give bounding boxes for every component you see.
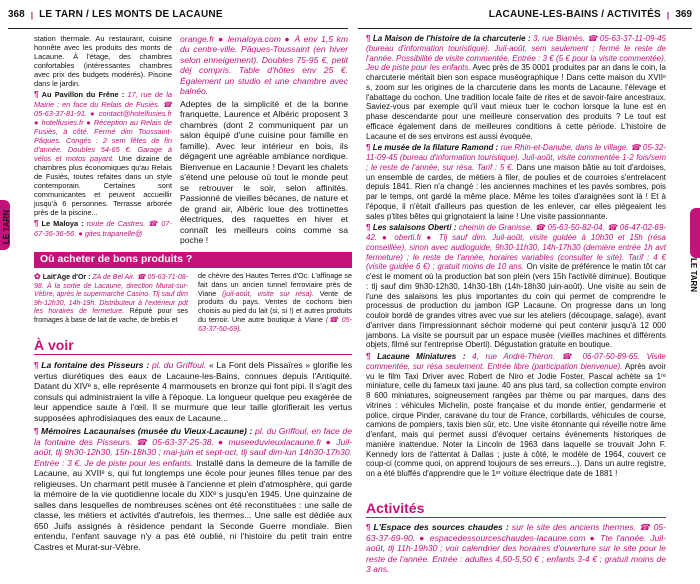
shop-address: ZA de Bel Air. ☎ 05-63-71-08-98. À la sortie de Lacaune, direction Murat-sur-Vèbre, après le supermarché Casino. Tlj sauf dim 9h-12h30, 14h-19h. Distributeur à l'extérieur pdt les horaires de fermeture.	[34, 274, 188, 316]
left-thumb-label: LE TARN	[2, 210, 11, 245]
listing-address: 17, rue de la Mairie ; en face du Relais de Fusiès.	[34, 90, 172, 109]
listing-description: Une dizaine de chambres plus économiques qu'au Relais de Fusiès, toutes refaites dans un style contemporain. Certaines sont communicantes et peuvent accueillir jusqu'à 6 personnes. Terrasse arborée près de la piscine...	[34, 154, 172, 218]
header-separator: |	[30, 9, 34, 20]
listing-pavillon	[34, 90, 172, 217]
listing-name: L'Espace des sources chaudes :	[373, 522, 509, 532]
left-page-header	[8, 0, 223, 30]
right-thumb-tab	[690, 208, 700, 258]
hotel-intro: station thermale. Au restaurant, cuisine honnête avec les produits des monts de Lacaune. À l'étage, des chambres confortables (intéressantes chambres avec prix des budgets modérés). Piscine dans le jardin.	[34, 34, 172, 89]
section-heading-activites: Activités	[366, 500, 425, 516]
right-header-rule	[358, 28, 692, 29]
listing-musee	[34, 426, 352, 552]
map-pin-icon: ¶	[366, 143, 371, 153]
right-page-header	[489, 0, 692, 30]
left-column-2	[180, 34, 348, 248]
right-column	[366, 34, 666, 481]
listing-description: Dans une maison bâtie au toit d'ardoises, un ensemble de cardes, de métiers à filer, de poulies et de courroies s'entrelacent depuis 1841. Rien n'a changé : les anciennes machines et les pavés sombres, pois par le temps, ont gardé la même place. Même les toiles d'araignées sont là ! Et à l'époque, il n'était d'ailleurs pas question de les enlever, car elles piégeaient les sales p'tites bêtes qui grignotaient la laine ! Une visite passionnante.	[366, 162, 666, 221]
listing-contact: orange.fr ● lemaloya.com ● À env 1,5 km du centre-ville. Pâques-Toussaint (en hiver selon enneigement). Doubles 75-95 €, petit déj compris. Table d'hôtes env 25 €. Également un studio et une chambre avec balnéo.	[180, 34, 348, 97]
listing-address: chemin de Granisse. ☎ 05-63-50-82-04. ☎ 06-47-02-69-42. ● oberti.fr ● Tlj sauf dim. Juil-août, visite guidée à 10h30 et 15h (résa conseillée), sinon avec audioguide, 9h30-11h30, 14h-17h30 (dernière entrée 1h avt fermeture) ; le reste de l'année, horaires variables (consulter le site). Tarif : 4 € (visite guidée 6 €) ; gratuit moins de 10 ans.	[366, 223, 666, 272]
right-page-number: 369	[675, 8, 692, 20]
listing-description: Installé dans la demeure de la famille de Lacaune, au XVIIᵉ s, qui fut longtemps une école pour jeunes filles tenue par des religieuses. Un charmant petit musée à l'ancienne et plein d'atmosphère, qui garde la mémoire de la vie quotidienne locale du XIXᵉ s jusqu'en 1945. Une quinzaine de salles dans lesquelles de nombreuses scènes ont été reconstituées : une salle de classe, les métiers et activités d'autrefois, les thermes... Une salle est dédiée aux 650 Juifs assignés à résidence pendant la Seconde Guerre mondiale. Bien entendu, l'enfant sauvage n'y a pas été oublié, ni l'histoire du petit train entre Castres et Murat-sur-Vèbre.	[34, 457, 352, 552]
section-rule	[366, 517, 666, 518]
listing-fontaine	[34, 360, 352, 423]
map-pin-icon: ¶	[34, 427, 39, 437]
left-header-rule	[8, 28, 348, 29]
right-thumb-label: LE TARN	[689, 258, 698, 293]
listing-name: Lacaune Miniatures :	[377, 352, 466, 361]
shop-icon: ✿	[34, 272, 41, 281]
activites-section	[366, 522, 666, 575]
listing-address: 4, rue André-Théron. ☎ 06-07-50-89-65. Visite commentée, sur résa seulement. Entrée libre (participation bienvenue).	[366, 352, 666, 371]
listing-name: La Maison de l'histoire de la charcuterie :	[372, 34, 531, 43]
listing-description: Avec près de 35 0001 produites par an dans le coin, la charcuterie méritait bien son espace muséographique ! Dans cette maison du XVIIᵉ s, zoom sur les origines de la charcuterie dans les monts de Lacaune, l'élevage et l'abattage du cochon. Une tradition locale faite de rites et de savoir-faire ancestraux. Saviez-vous par exemple qu'il vaut mieux tuer le cochon lorsque la lune est en phase descendante pour une meilleure conservation des produits ? Le tout est efficace également dans de meilleures conditions à cette période. L'histoire de Lacaune et de ses environs est aussi évoquée.	[366, 63, 666, 141]
section-heading-voir: À voir	[34, 337, 74, 353]
shop-name: Lait'Age d'Or :	[42, 274, 91, 281]
listing-address: rue Rhin-et-Danube, dans le village. ☎ 05-32-11-09-45 (bureau d'information touristique). Juil-août, visite commentée 1-2 fois/sem ; le reste de l'année, sur résa. Tarif : 5 €.	[366, 143, 666, 172]
shopping-box-title: Où acheter de bons produits ?	[34, 252, 352, 268]
listing-espace	[366, 522, 666, 575]
right-page-title: LACAUNE-LES-BAINS / ACTIVITÉS	[488, 8, 661, 20]
header-separator: |	[666, 9, 670, 20]
listing-description: On visite de préférence le matin tôt car c'est le moment où la production bat son plein (vers 15h l'activité diminue). Boutique : tlj sauf dim 9h30-12h30, 14h30-18h (14h-18h30 juin-août). Une visite au sein de l'une des salaisons les plus importantes du coin qui permet de comprendre le processus de production du jambon IGP Lacaune. On progresse dans un long couloir bordé de grandes vitres avec vue sur les ateliers (découpage, salage), avant d'arriver dans l'impressionnant séchoir moderne qui peut contenir jusqu'à 12 000 jambons. La visite se poursuit par un espace musée (vieilles machines et différents objets, filmé sur l'entreprise Oberti). Dégustation gratuite en boutique.	[366, 262, 666, 350]
map-pin-icon: ¶	[366, 34, 371, 43]
listing-name: Le musée de la filature Ramond :	[372, 143, 499, 153]
shop-description: Réputé pour ses fromages à base de lait de vache, de brebis et	[34, 308, 188, 324]
shopping-box-col-2	[198, 272, 352, 333]
listing-name: Les salaisons Oberti :	[372, 223, 457, 233]
listing-address: 3, rue Biamès. ☎ 05-63-37-11-09-45 (bureau d'information touristique). Juil-août, sem seulement ; fermé le reste de l'année. Possibilité de visite commentée. Entrée : 3 € (5 € pour la visite commentée). Jeu de piste pour les enfants.	[366, 34, 666, 73]
listing-description: « La Font dels Pissaïres » glorifie les vertus diurétiques des eaux de Lacaune-les-Bains, connues depuis l'Antiquité. Datant du XIVᵉ s, elle représente 4 marmousets en bronze qui font pipi. Il s'agit des consuls qui administraient la ville à l'époque. La longueur quelque peu exagérée de leur appendice saute à l'œil. Il se murmure que leur taille glorifierait les vertus supposées aphrodisiaques des eaux de Lacaune...	[34, 360, 352, 423]
shop-description: Vente de produits du pays. Ventes de cochons bien choisis au pied du lait (si, si !) et autres produits du terroir. Une autre boutique à Viane	[198, 288, 352, 324]
map-pin-icon: ¶	[366, 352, 371, 361]
left-page-title: LE TARN / LES MONTS DE LACAUNE	[39, 8, 223, 20]
left-column-1	[34, 34, 172, 240]
listing-name: Au Pavillon du Frêne :	[41, 90, 125, 100]
listing-description: Adeptes de la simplicité et de la bonne franquette, Laurence et Albéric proposent 3 chambres (dont 2 communiquent par un salon équipé d'une cuisine pour famille en famille). Avec leur intérieur en bois, ils dégagent une agréable ambiance nordique. Bienvenue en Lacaunie ! Devant les chalets s'étend une pelouse où tout le monde peut se retrouver le soir, selon affinités. Passionné de vieilles bécanes, de nature et de grand air, Albéric loue des trottinettes électriques, des raquettes en hiver et connaît les meilleurs coins comme sa poche !	[180, 98, 348, 246]
listing-maloya	[34, 219, 172, 238]
map-pin-icon: ¶	[34, 361, 39, 370]
map-pin-icon: ¶	[366, 523, 371, 532]
map-pin-icon: ¶	[34, 90, 39, 100]
listing-name: Mémoires Lacaunaises (musée du Vieux-Lacaune) :	[41, 426, 253, 437]
listing-description: Après avoir vu le film Taxi Driver avec Robert de Niro et Jodie Foster, Pascal achète sa 1ʳᵉ miniature, celle du fameux taxi jaune. 40 ans plus tard, sa collection compte environ 8 600 miniatures, soigneusement rangées par thème ou par marques, dans des vitrines : véhicules Michelin, poste française et du monde entier, gendarmerie et police, cirque Pinder, caravane du tour de France, corbillards, véhicules de course, camions de pompiers, taxis bien sûr, etc. Une visite étonnante qui réveille notre âme d'enfant, mais qui permet aussi d'évoquer certains événements historiques de manière inattendue. Noter la Lincoln de 1963 dans laquelle se trouvait John F. Kennedy lors de l'attentat à Dallas ; juste à côté, le modèle de 1964, couvert ce coup-ci (comme quoi, on apprend toujours de ses erreurs...). Dans un autre registre, on a été bluffés d'apprendre que le 1ᵉʳ voiture électrique date de 1881 !	[366, 361, 667, 478]
map-pin-icon: ¶	[34, 219, 39, 229]
shop-visit-note: (juil-août, visite sur résa).	[222, 288, 314, 298]
listing-name: La fontaine des Pisseurs :	[41, 360, 150, 370]
map-pin-icon: ¶	[366, 223, 371, 233]
listing-charcuterie	[366, 34, 666, 141]
listing-filature	[366, 143, 666, 221]
shopping-box-col-1	[34, 272, 188, 325]
listing-miniatures	[366, 352, 666, 479]
left-page-number: 368	[8, 8, 25, 20]
shop-phone: (☎ 05-63-37-50-69).	[198, 314, 353, 333]
listing-name: Le Maloya :	[41, 219, 84, 229]
listing-address: route de Castres. ☎ 07-67-36-36-56. ● gites.trapanelle@	[34, 219, 172, 239]
listing-oberti	[366, 223, 666, 350]
voir-section	[34, 360, 352, 555]
shop-description: de chèvre des Hautes Terres d'Oc. L'affinage se fait dans un ancien tunnel ferroviaire près de Viane	[198, 271, 352, 298]
listing-contact: ☎ 05-63-37-81-91. ● contact@hotelfusies.fr ● hotelfusies.fr ● Réception au Relais de Fusiès, à côté. Fermé dim Toussaint-Pâques. Congés : 2 sem fêtes de fin d'année. Doubles 54-65 €. Garage à vélos et motos payant.	[34, 99, 172, 164]
section-rule	[34, 354, 352, 355]
listing-address: pl. du Griffoul.	[149, 360, 207, 370]
listing-address: pl. du Griffoul, en face de la fontaine des Pisseurs. ☎ 05-63-37-25-38. ● museeduvieuxlacaune.fr ● Juil-août, tlj 9h30-12h30, 15h-18h30 ; mai-juin et sept-oct, tlj sauf dim-lun 14h30-17h30. Entrée : 3 €. Je de piste pour les enfants.	[34, 426, 352, 468]
listing-address: sur le site des anciens thermes. ☎ 05-63-37-69-90. ● espacedessourceschaudes-lacaune.com ● Tte l'année. Juil-août, tlj 11h-19h30 ; voir calendrier des horaires d'ouverture sur le site pour le reste de l'année. Entrée : adultes 4,50-5,50 € ; enfants 3-4 € ; gratuit moins de 3 ans.	[366, 522, 666, 575]
